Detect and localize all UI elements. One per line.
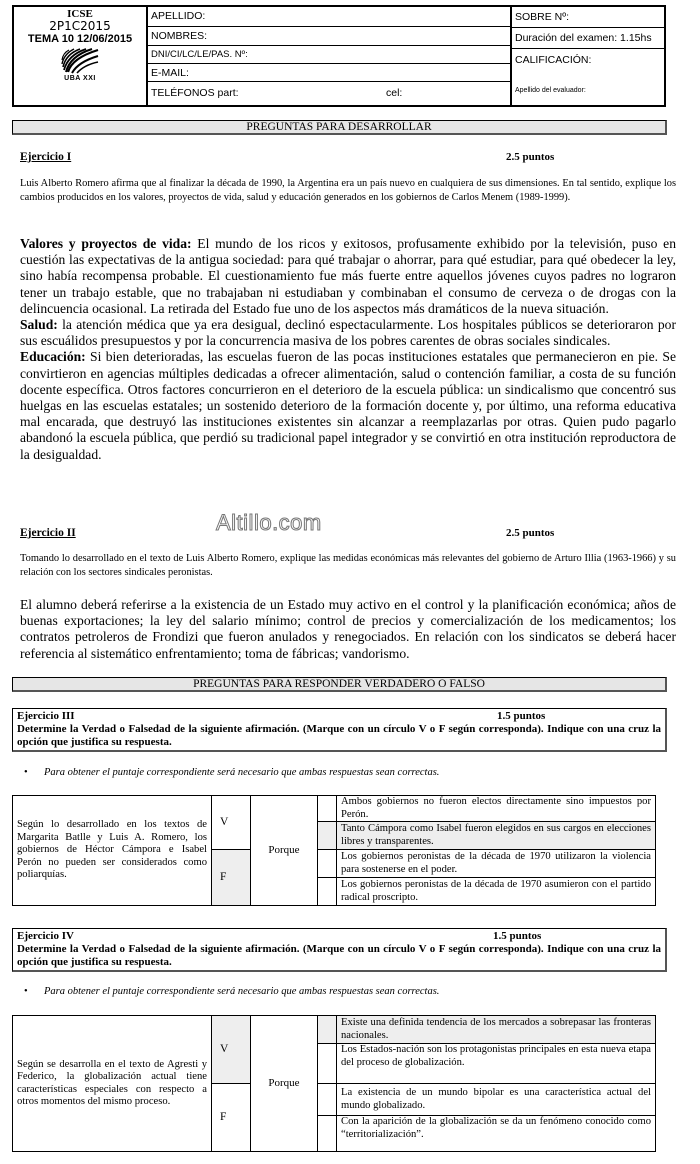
ex4-checkbox-4[interactable]	[318, 1116, 337, 1152]
admin-fields	[510, 7, 666, 105]
sobre-field[interactable]	[512, 7, 666, 28]
answer-label: Valores y proyectos de vida:	[20, 236, 192, 251]
ex3-checkbox-2[interactable]	[318, 822, 337, 850]
ex4-note-text: Para obtener el puntaje correspondiente será necesario que ambas respuestas sean correctas.	[44, 986, 440, 997]
apellido-label: APELLIDO:	[151, 10, 206, 22]
ex4-note	[24, 986, 440, 997]
answer-label: Educación:	[20, 349, 86, 365]
uba-xxi-logo-icon	[60, 48, 100, 74]
ex3-points: 1.5 puntos	[497, 710, 546, 722]
ex3-checkbox-3[interactable]	[318, 850, 337, 878]
ex3-option-text: Ambos gobiernos no fueron electos directamente sino impuestos por Perón.	[337, 796, 656, 822]
section-title-verdadero-falso: PREGUNTAS PARA RESPONDER VERDADERO O FALSO	[12, 677, 667, 692]
ex4-instructions: Determine la Verdad o Falsedad de la siguiente afirmación. (Marque con un círculo V o F según corresponda). Indique con una cruz la opción que justifica su respuesta.	[17, 943, 661, 968]
nombres-label: NOMBRES:	[151, 30, 208, 42]
ex4-checkbox-1[interactable]	[318, 1016, 337, 1044]
ex1-question: Luis Alberto Romero afirma que al finalizar la década de 1990, la Argentina era un país nuevo en cualquiera de sus dimensiones. En tal sentido, explique los cambios producidos en los valores, proyectos de vida, salud y educación generados en los gobiernos de Carlos Menem (1989-1999).	[20, 178, 676, 203]
answer-text: El mundo de los ricos y exitosos, profusamente exhibido por la televisión, puso en cuestión las expectativas de la antigua sociedad: para qué trabajar o ahorrar, para qué estudiar, para qué obedecer la ley, sino había recompensa probable. El cuestionamiento fue más fuerte entre aquellos jóvenes cuyos padres no lograron tener un trabajo estable, que no trabajaban ni estudiaban y combinaban el consumo de cerveza o de drogas con la delincuencia ocasional. La retirada del Estado fue uno de los aspectos más dramáticos de la nueva situación.	[20, 236, 676, 316]
ex4-checkbox-3[interactable]	[318, 1084, 337, 1116]
nombres-field[interactable]	[146, 27, 510, 46]
answer-text: Si bien deterioradas, las escuelas fueron de las pocas instituciones estatales que permanecieron en pie. Se convirtieron en agencias múltiples dedicadas a ofrecer alimentación, salud o contención familiar, a costa de su función docente específica. Otros factores concurrieron en el deterioro de la escuela pública: un sindicalismo que concentró sus huelgas en las escuelas estatales; un sostenido deterioro de la formación docente y, por último, una reforma educativa mal encarada, que destruyó las instituciones existentes sin alcanzar a reemplazarlas por otras. Quien pudo pagarlo abandonó la escuela pública, que perdió su tradicional papel integrador y se convirtió en otra institución reproductora de la desigualdad.	[20, 349, 676, 462]
ex3-vf-table	[12, 795, 656, 906]
exam-code: 2P1C2015	[49, 19, 111, 33]
ex3-checkbox-4[interactable]	[318, 878, 337, 906]
dni-label: DNI/CI/LC/LE/PAS. Nº:	[151, 49, 248, 60]
ex3-instructions-box	[12, 708, 667, 752]
ex1-answer	[20, 236, 676, 463]
ex3-checkbox-1[interactable]	[318, 796, 337, 822]
ex3-statement: Según lo desarrollado en los textos de Margarita Batlle y Luis A. Romero, los gobiernos de Héctor Cámpora e Isabel Perón no pueden ser considerados como poliarquías.	[13, 796, 212, 906]
evaluador-label: Apellido del evaluador:	[515, 87, 586, 94]
ex3-option-f[interactable]: F	[212, 850, 251, 906]
bullet-icon: •	[24, 986, 28, 997]
apellido-field[interactable]	[146, 7, 510, 27]
ex3-note	[24, 767, 440, 778]
telefonos-field[interactable]	[146, 82, 510, 105]
answer-paragraph	[20, 349, 676, 461]
ex2-question: Tomando lo desarrollado en el texto de Luis Alberto Romero, explique las medidas económicas más relevantes del gobierno de Arturo Illia (1963-1966) y su relación con los sectores sindicales peronistas.	[20, 553, 676, 578]
ex3-option-v[interactable]: V	[212, 796, 251, 850]
course-name: ICSE	[67, 8, 93, 20]
email-label: E-MAIL:	[151, 67, 189, 79]
email-field[interactable]	[146, 64, 510, 82]
student-fields	[146, 7, 510, 105]
ex4-statement: Según se desarrolla en el texto de Agresti y Federico, la globalización actual tiene características especiales con respecto a otros momentos del mismo proceso.	[13, 1016, 212, 1152]
answer-text: la atención médica que ya era desigual, declinó espectacularmente. Los hospitales públicos se deterioraron por sus escuálidos presupuestos y por la concurrencia masiva de los pobres carentes de obras sociales sindicales.	[20, 317, 676, 349]
ex4-points: 1.5 puntos	[493, 930, 542, 942]
ex3-option-text: Los gobiernos peronistas de la década de 1970 asumieron con el partido radical proscripto.	[337, 878, 656, 906]
dni-field[interactable]	[146, 46, 510, 64]
calificacion-label: CALIFICACIÓN:	[515, 54, 592, 66]
ex3-option-text: Los gobiernos peronistas de la década de 1970 utilizaron la violencia para sostenerse en el poder.	[337, 850, 656, 878]
ex1-points: 2.5 puntos	[506, 151, 555, 163]
ex4-option-text: Existe una definida tendencia de los mercados a sobrepasar las fronteras nacionales.	[337, 1016, 656, 1044]
ex4-checkbox-2[interactable]	[318, 1044, 337, 1084]
section-title-desarrollar: PREGUNTAS PARA DESARROLLAR	[12, 120, 667, 135]
telefonos-label: TELÉFONOS part:	[151, 87, 239, 99]
ex3-instructions: Determine la Verdad o Falsedad de la siguiente afirmación. (Marque con un círculo V o F según corresponda). Indique con una cruz la opción que justifica su respuesta.	[17, 723, 661, 748]
ex4-option-text: Los Estados-nación son los protagonistas principales en esta nueva etapa del proceso de globalización.	[337, 1044, 656, 1084]
sobre-label: SOBRE Nº:	[515, 11, 570, 23]
bullet-icon: •	[24, 767, 28, 778]
ex4-option-v[interactable]: V	[212, 1016, 251, 1084]
duracion-text: Duración del examen: 1.15hs	[512, 28, 666, 49]
answer-paragraph	[20, 236, 676, 316]
watermark: Altillo.com	[216, 510, 322, 535]
ex3-note-text: Para obtener el puntaje correspondiente será necesario que ambas respuestas sean correctas.	[44, 767, 440, 778]
ex4-option-text: Con la aparición de la globalización se da un fenómeno conocido como “territorialización”.	[337, 1116, 656, 1152]
ex1-title: Ejercicio I	[20, 151, 72, 163]
ex2-points: 2.5 puntos	[506, 527, 555, 539]
ex3-porque: Porque	[251, 796, 318, 906]
cel-label: cel:	[386, 87, 403, 99]
ex2-title: Ejercicio II	[20, 527, 76, 539]
answer-paragraph	[20, 317, 676, 348]
exam-header	[12, 5, 666, 107]
ex4-porque: Porque	[251, 1016, 318, 1152]
ex4-option-f[interactable]: F	[212, 1084, 251, 1152]
ex2-answer: El alumno deberá referirse a la existencia de un Estado muy activo en el control y la planificación económica; años de buenas exportaciones; la ley del salario mínimo; control de precios y comercialización de los medicamentos; los contratos petroleros de Frondizi que fueron anulados y renegociados. En relación con los sindicatos se deberá hacer referencia al sistemático enfrentamiento; toma de fábricas; vandorismo.	[20, 597, 676, 661]
logo-text: UBA XXI	[64, 75, 96, 82]
answer-label: Salud:	[20, 317, 58, 333]
ex3-title: Ejercicio III	[17, 710, 75, 722]
exam-tema: TEMA 10 12/06/2015	[27, 33, 133, 45]
ex4-instructions-box	[12, 928, 667, 972]
ex4-vf-table	[12, 1015, 656, 1152]
exam-id-block	[14, 7, 148, 105]
calificacion-field[interactable]	[512, 49, 666, 84]
ex4-title: Ejercicio IV	[17, 930, 74, 942]
ex3-option-text: Tanto Cámpora como Isabel fueron elegidos en sus cargos en elecciones libres y transparentes.	[337, 822, 656, 850]
ex4-option-text: La existencia de un mundo bipolar es una característica actual del mundo globalizado.	[337, 1084, 656, 1116]
